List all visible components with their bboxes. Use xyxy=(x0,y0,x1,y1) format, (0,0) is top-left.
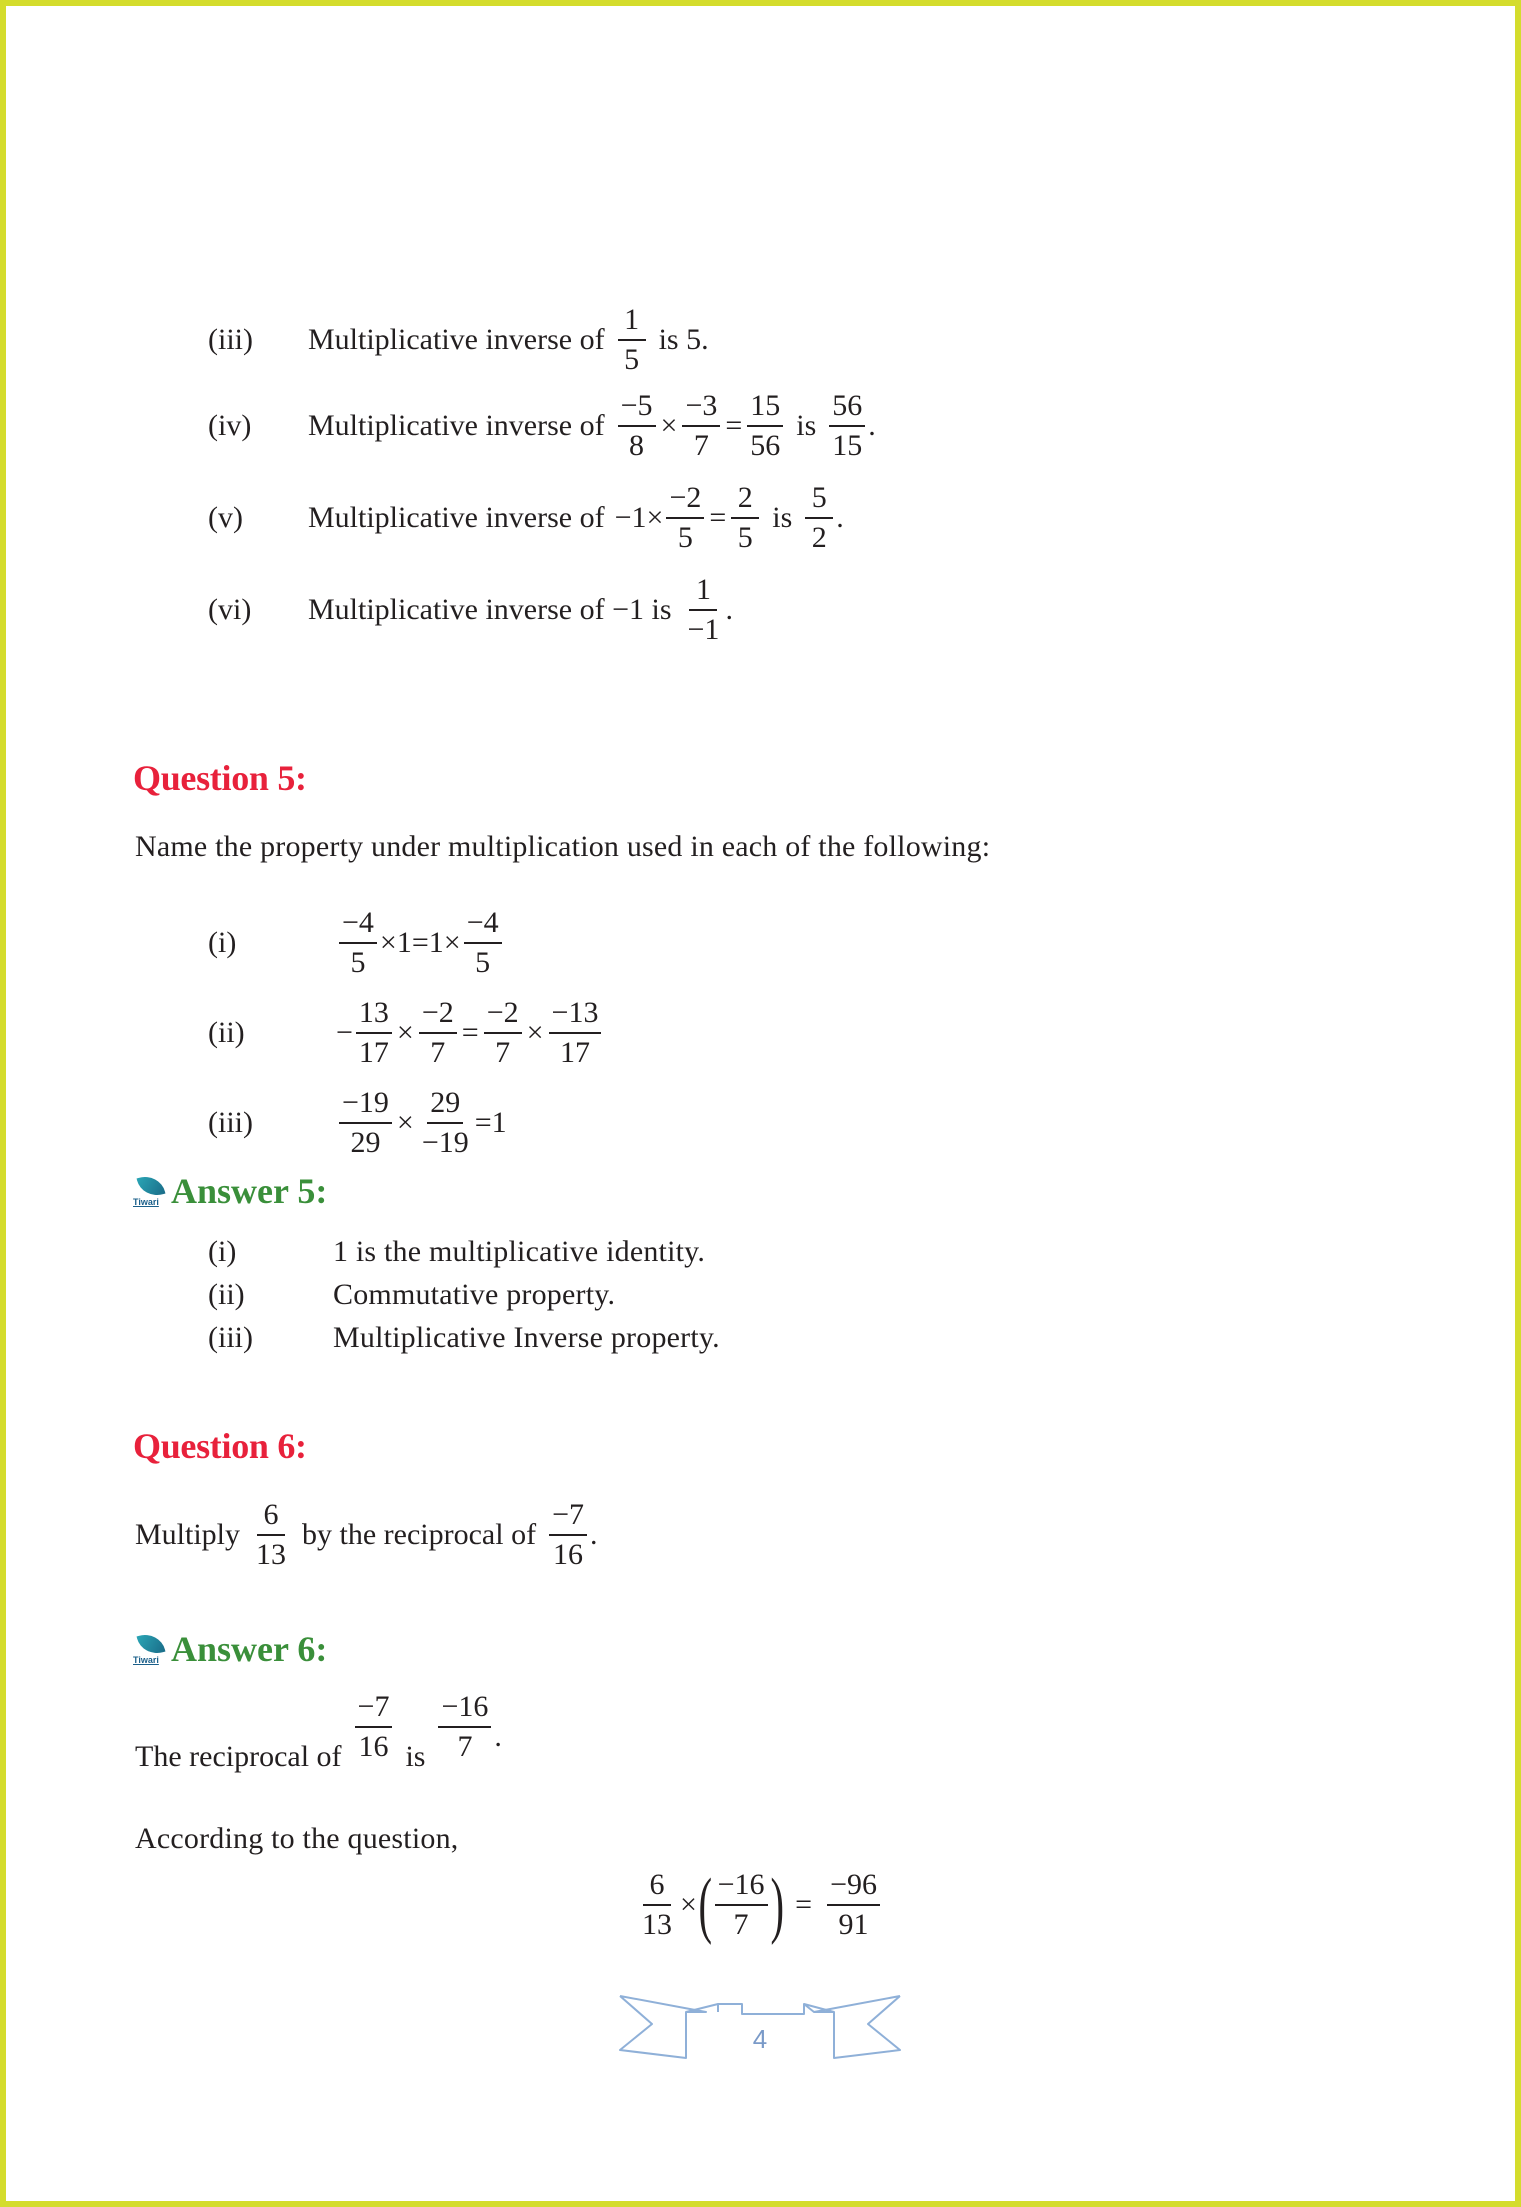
answer-5-list xyxy=(208,1230,720,1359)
fraction: $\frac{-96}{91}$ xyxy=(827,1870,880,1940)
item-label: (v) xyxy=(208,501,243,534)
item-math: Multiplicative inverse of −1 is $\frac{1}{-1}$ . xyxy=(308,573,733,646)
prev-answer-item xyxy=(208,300,1108,380)
question-6-heading: Question 6: xyxy=(133,1426,307,1466)
page-number: 4 xyxy=(752,2024,768,2054)
fraction: $\frac{-2}{7}$ xyxy=(484,998,522,1068)
tiwari-logo-icon: Tiwari xyxy=(133,1175,165,1207)
fraction: $\frac{-7}{16}$ xyxy=(355,1692,393,1762)
item-math: Multiplicative inverse of −1× $\frac{-2}{5}$ = $\frac{2}{5}$ is $\frac{5}{2}$ . xyxy=(308,481,844,554)
answer-6-reciprocal: The reciprocal of $\frac{-7}{16}$ is $\frac{-16}{7}$ . xyxy=(135,1690,502,1773)
answer-6-calculation: $\frac{6}{13}$ × ( $\frac{-16}{7}$ ) = $\frac{-96}{91}$ xyxy=(636,1862,883,1948)
item-text: Multiplicative inverse of xyxy=(308,323,605,356)
fraction: $\frac{6}{13}$ xyxy=(642,1868,672,1941)
item-label: (iii) xyxy=(208,1106,253,1139)
question-5-item xyxy=(208,988,604,1078)
fraction: $\frac{-19}{29}$ xyxy=(339,1088,392,1158)
item-math: $\frac{-19}{29}$ × $\frac{29}{-19}$ =1 xyxy=(336,1088,507,1158)
question-5-prompt: Name the property under multiplication used in each of the following: xyxy=(135,830,991,863)
answer-5-heading xyxy=(133,1170,327,1212)
fraction: $\frac{2}{5}$ xyxy=(731,483,759,553)
question-6-prompt: Multiply $\frac{6}{13}$ by the reciprocal of $\frac{-7}{16}$ . xyxy=(135,1498,598,1571)
fraction: $\frac{29}{-19}$ xyxy=(421,1086,469,1159)
item-text: Multiplicative Inverse property. xyxy=(333,1320,720,1354)
item-label: (iii) xyxy=(208,1320,253,1354)
answer-5-title: Answer 5: xyxy=(171,1171,328,1211)
question-5-heading: Question 5: xyxy=(133,758,307,798)
tiwari-logo-icon: Tiwari xyxy=(133,1633,165,1665)
answer-5-item xyxy=(208,1230,720,1273)
answer-5-item xyxy=(208,1316,720,1359)
item-math: $\frac{-4}{5}$ ×1=1× $\frac{-4}{5}$ xyxy=(336,908,505,978)
fraction: $\frac{13}{17}$ xyxy=(356,998,392,1068)
fraction: $\frac{-4}{5}$ xyxy=(464,908,502,978)
answer-6-according: According to the question, xyxy=(135,1822,459,1855)
fraction: $\frac{-5}{8}$ xyxy=(618,391,656,461)
fraction: $\frac{5}{2}$ xyxy=(805,483,833,553)
item-label: (ii) xyxy=(208,1277,245,1311)
item-math: Multiplicative inverse of $\frac{-5}{8}$ × $\frac{-3}{7}$ = $\frac{15}{56}$ is $\frac{56}{15}$ . xyxy=(308,389,876,462)
fraction: $\frac{15}{56}$ xyxy=(747,391,783,461)
fraction: $\frac{-7}{16}$ xyxy=(549,1500,587,1570)
item-math: Multiplicative inverse of $\frac{1}{5}$ is 5. xyxy=(308,303,709,376)
fraction: $\frac{-16}{7}$ xyxy=(715,1870,768,1940)
fraction: $\frac{-16}{7}$ xyxy=(438,1692,491,1762)
fraction: $\frac{1}{-1}$ xyxy=(687,573,720,646)
question-5-item xyxy=(208,1078,604,1168)
answer-6-heading xyxy=(133,1628,327,1670)
item-text: Multiplicative inverse of xyxy=(308,501,605,534)
fraction: $\frac{-4}{5}$ xyxy=(339,908,377,978)
fraction: $\frac{-2}{5}$ xyxy=(666,483,704,553)
item-label: (iv) xyxy=(208,409,252,442)
question-5-item xyxy=(208,898,604,988)
item-label: (ii) xyxy=(208,1016,245,1049)
item-text: Multiplicative inverse of −1 is xyxy=(308,593,672,626)
prev-answer-list xyxy=(208,300,1108,656)
right-paren: ) xyxy=(770,1864,784,1946)
answer-5-item xyxy=(208,1273,720,1316)
item-text: 1 is the multiplicative identity. xyxy=(333,1234,706,1268)
fraction: $\frac{-3}{7}$ xyxy=(682,391,720,461)
prev-answer-item xyxy=(208,380,1108,472)
answer-6-title: Answer 6: xyxy=(171,1629,328,1669)
item-label: (vi) xyxy=(208,593,252,626)
fraction: $\frac{1}{5}$ xyxy=(618,305,646,375)
item-text: Commutative property. xyxy=(333,1277,616,1311)
prev-answer-item xyxy=(208,564,1108,656)
left-paren: ( xyxy=(698,1864,713,1946)
fraction: $\frac{-13}{17}$ xyxy=(549,998,602,1068)
item-math: − $\frac{13}{17}$ × $\frac{-2}{7}$ = $\frac{-2}{7}$ × $\frac{-13}{17}$ xyxy=(336,998,604,1068)
fraction: $\frac{-2}{7}$ xyxy=(419,998,457,1068)
prev-answer-item xyxy=(208,472,1108,564)
item-label: (i) xyxy=(208,926,237,959)
question-5-list xyxy=(208,898,604,1168)
page-number-badge xyxy=(618,1992,902,2062)
fraction: $\frac{56}{15}$ xyxy=(829,391,865,461)
item-label: (i) xyxy=(208,1234,237,1268)
item-text: Multiplicative inverse of xyxy=(308,409,605,442)
fraction: $\frac{6}{13}$ xyxy=(256,1498,287,1571)
item-label: (iii) xyxy=(208,323,253,356)
